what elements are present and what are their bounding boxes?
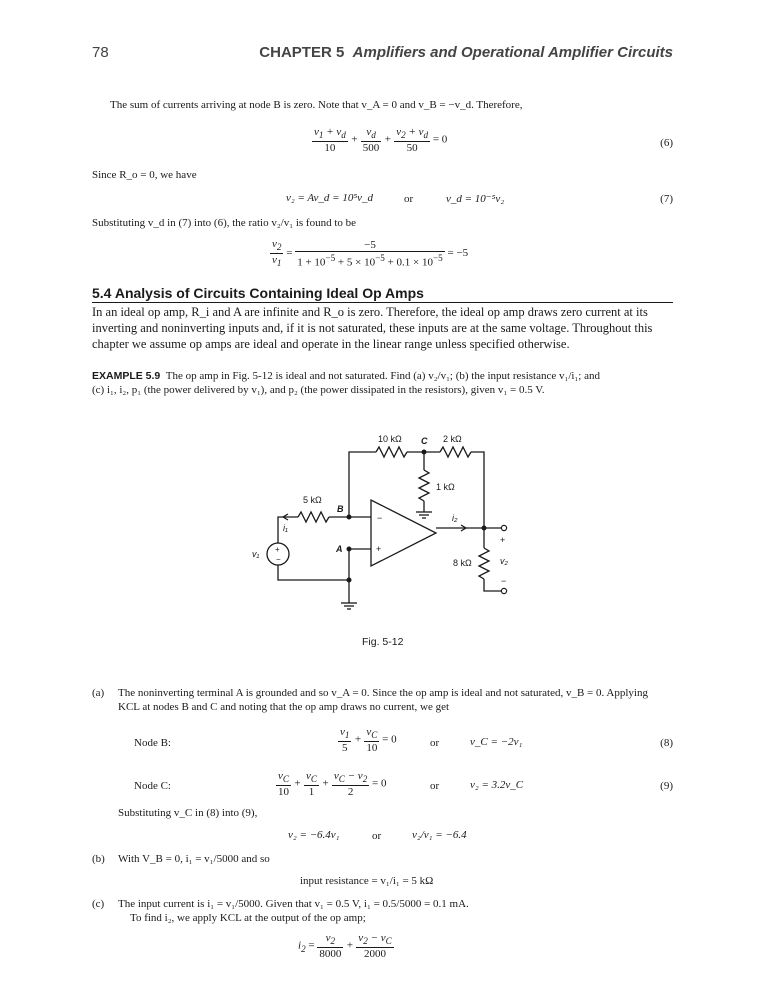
part-c-label: (c) xyxy=(92,898,105,910)
sum-of-currents-text: The sum of currents arriving at node B is zero. Note that v_A = 0 and v_B = −v_d. Therefore, xyxy=(110,99,523,111)
resistor-5k xyxy=(298,512,329,522)
section-title: 5.4 Analysis of Circuits Containing Ideal Op Amps xyxy=(92,285,424,301)
chapter-title: Amplifiers and Operational Amplifier Circuits xyxy=(352,44,673,61)
chapter-label: CHAPTER 5 xyxy=(259,44,345,61)
label-node-c: C xyxy=(421,436,428,446)
part-a-line-1: The noninverting terminal A is grounded and so v_A = 0. Since the op amp is ideal and not saturated, v_B = 0. Applying xyxy=(118,687,648,699)
equation-8-number: (8) xyxy=(660,737,673,749)
equation-6: $\frac{v_1 + v_d}{10}$ + $\frac{v_d}{500}$ + $\frac{v_2 + v_d}{50}$ = 0 xyxy=(314,126,448,155)
node-dot-b xyxy=(347,515,352,520)
result-right: v₂/v₁ = −6.4 xyxy=(412,829,467,841)
node-dot-a xyxy=(347,547,352,552)
wire-top-left xyxy=(349,452,376,517)
node-dot-out xyxy=(482,526,487,531)
label-1k: 1 kΩ xyxy=(436,482,455,492)
wire-8k-bottom xyxy=(484,579,502,591)
node-c-label: Node C: xyxy=(134,780,171,792)
label-10k: 10 kΩ xyxy=(378,434,402,444)
node-c-equation: $\frac{v_C}{10}$ + $\frac{v_C}{1}$ + $\frac{v_C - v_2}{2}$ = 0 xyxy=(278,770,387,799)
label-node-b: B xyxy=(337,504,344,514)
label-v1: v₁ xyxy=(252,549,260,559)
section-body: In an ideal op amp, R_i and A are infinite and R_o is zero. Therefore, the ideal op amp draws zero current at its inverting and noninverting inputs and, if it is not saturated, these inputs are at the same voltage. Throughout this chapter we assume op amps are ideal and operate in the linear range unless specified otherwise. xyxy=(92,305,653,351)
page-number: 78 xyxy=(92,44,109,61)
wire-top-right xyxy=(471,452,484,528)
node-b-result: v_C = −2v₁ xyxy=(470,736,523,748)
figure-caption: Fig. 5-12 xyxy=(362,636,404,648)
part-a-line-2: KCL at nodes B and C and noting that the op amp draws no current, we get xyxy=(118,701,450,713)
result-left: v₂ = −6.4v₁ xyxy=(288,829,340,841)
equation-9-number: (9) xyxy=(660,780,673,792)
part-b-label: (b) xyxy=(92,853,105,865)
label-5k: 5 kΩ xyxy=(303,495,322,505)
equation-6-number: (6) xyxy=(660,137,673,149)
example-label: EXAMPLE 5.9 xyxy=(92,370,161,382)
op-amp-triangle xyxy=(371,500,436,566)
equation-7-or: or xyxy=(404,193,414,205)
node-c-or: or xyxy=(430,780,440,792)
node-c-result: v₂ = 3.2v_C xyxy=(470,779,524,791)
label-out-minus: − xyxy=(501,576,507,586)
part-b-result: input resistance = v₁/i₁ = 5 kΩ xyxy=(300,875,434,887)
substituting-vc-text: Substituting v_C in (8) into (9), xyxy=(118,807,258,819)
part-c-line-1: The input current is i₁ = v₁/5000. Given that v₁ = 0.5 V, i₁ = 0.5/5000 = 0.1 mA. xyxy=(118,898,469,910)
node-dot-ground xyxy=(347,578,352,583)
ratio-equation: $\frac{v_2}{v_1}$ = $\frac{-5}{1 + 10^{-5} + 5 \times 10^{-5} + 0.1 \times 10^{-5}}$ = −5 xyxy=(272,238,469,269)
resistor-1k xyxy=(419,470,429,501)
label-v2: v₂ xyxy=(500,556,508,566)
wire-node-a xyxy=(349,549,371,603)
label-op-plus: + xyxy=(376,544,382,554)
label-2k: 2 kΩ xyxy=(443,434,462,444)
label-source-plus: + xyxy=(275,545,280,554)
wire-source-top xyxy=(278,517,298,543)
example-text-1: The op amp in Fig. 5-12 is ideal and not saturated. Find (a) v₂/v₁; (b) the input resistance v₁/i₁; and xyxy=(165,370,600,382)
part-a-label: (a) xyxy=(92,687,105,699)
example-line-2: (c) i₁, i₂, p₁ (the power delivered by v₁), and p₂ (the power dissipated in the resistors), given v₁ = 0.5 V. xyxy=(92,384,545,396)
resistor-2k xyxy=(440,447,471,457)
wire-source-bottom xyxy=(278,565,349,580)
substituting-text: Substituting v_d in (7) into (6), the ratio v₂/v₁ is found to be xyxy=(92,217,357,229)
result-or: or xyxy=(372,830,382,842)
equation-7-left: v₂ = Av_d = 10⁵v_d xyxy=(286,192,374,204)
label-op-minus: − xyxy=(377,513,383,523)
part-c-line-2: To find i₂, we apply KCL at the output of the op amp; xyxy=(130,912,366,924)
resistor-8k xyxy=(479,548,489,579)
resistor-10k xyxy=(376,447,407,457)
label-8k: 8 kΩ xyxy=(453,558,472,568)
ground-symbol-main xyxy=(341,603,357,609)
output-terminal-bottom xyxy=(501,588,506,593)
i2-equation: $i_2$ = $\frac{v_2}{8000}$ + $\frac{v_2 - v_C}{2000}$ xyxy=(298,932,392,961)
label-source-minus: − xyxy=(276,555,281,564)
label-out-plus: + xyxy=(500,535,506,545)
label-i1: i₁ xyxy=(283,523,288,533)
node-dot-c xyxy=(422,450,427,455)
since-ro-text: Since R_o = 0, we have xyxy=(92,169,197,181)
ground-symbol-1k xyxy=(416,512,432,518)
equation-7-right: v_d = 10⁻⁵v₂ xyxy=(446,193,505,205)
node-b-equation: $\frac{v_1}{5}$ + $\frac{v_C}{10}$ = 0 xyxy=(340,726,397,755)
part-b-line: With V_B = 0, i₁ = v₁/5000 and so xyxy=(118,853,270,865)
node-b-or: or xyxy=(430,737,440,749)
ratio-result: = −5 xyxy=(447,247,469,260)
label-i2: i₂ xyxy=(452,513,458,523)
label-node-a: A xyxy=(336,544,343,554)
node-b-label: Node B: xyxy=(134,737,171,749)
output-terminal-top xyxy=(501,525,506,530)
equation-7-number: (7) xyxy=(660,193,673,205)
